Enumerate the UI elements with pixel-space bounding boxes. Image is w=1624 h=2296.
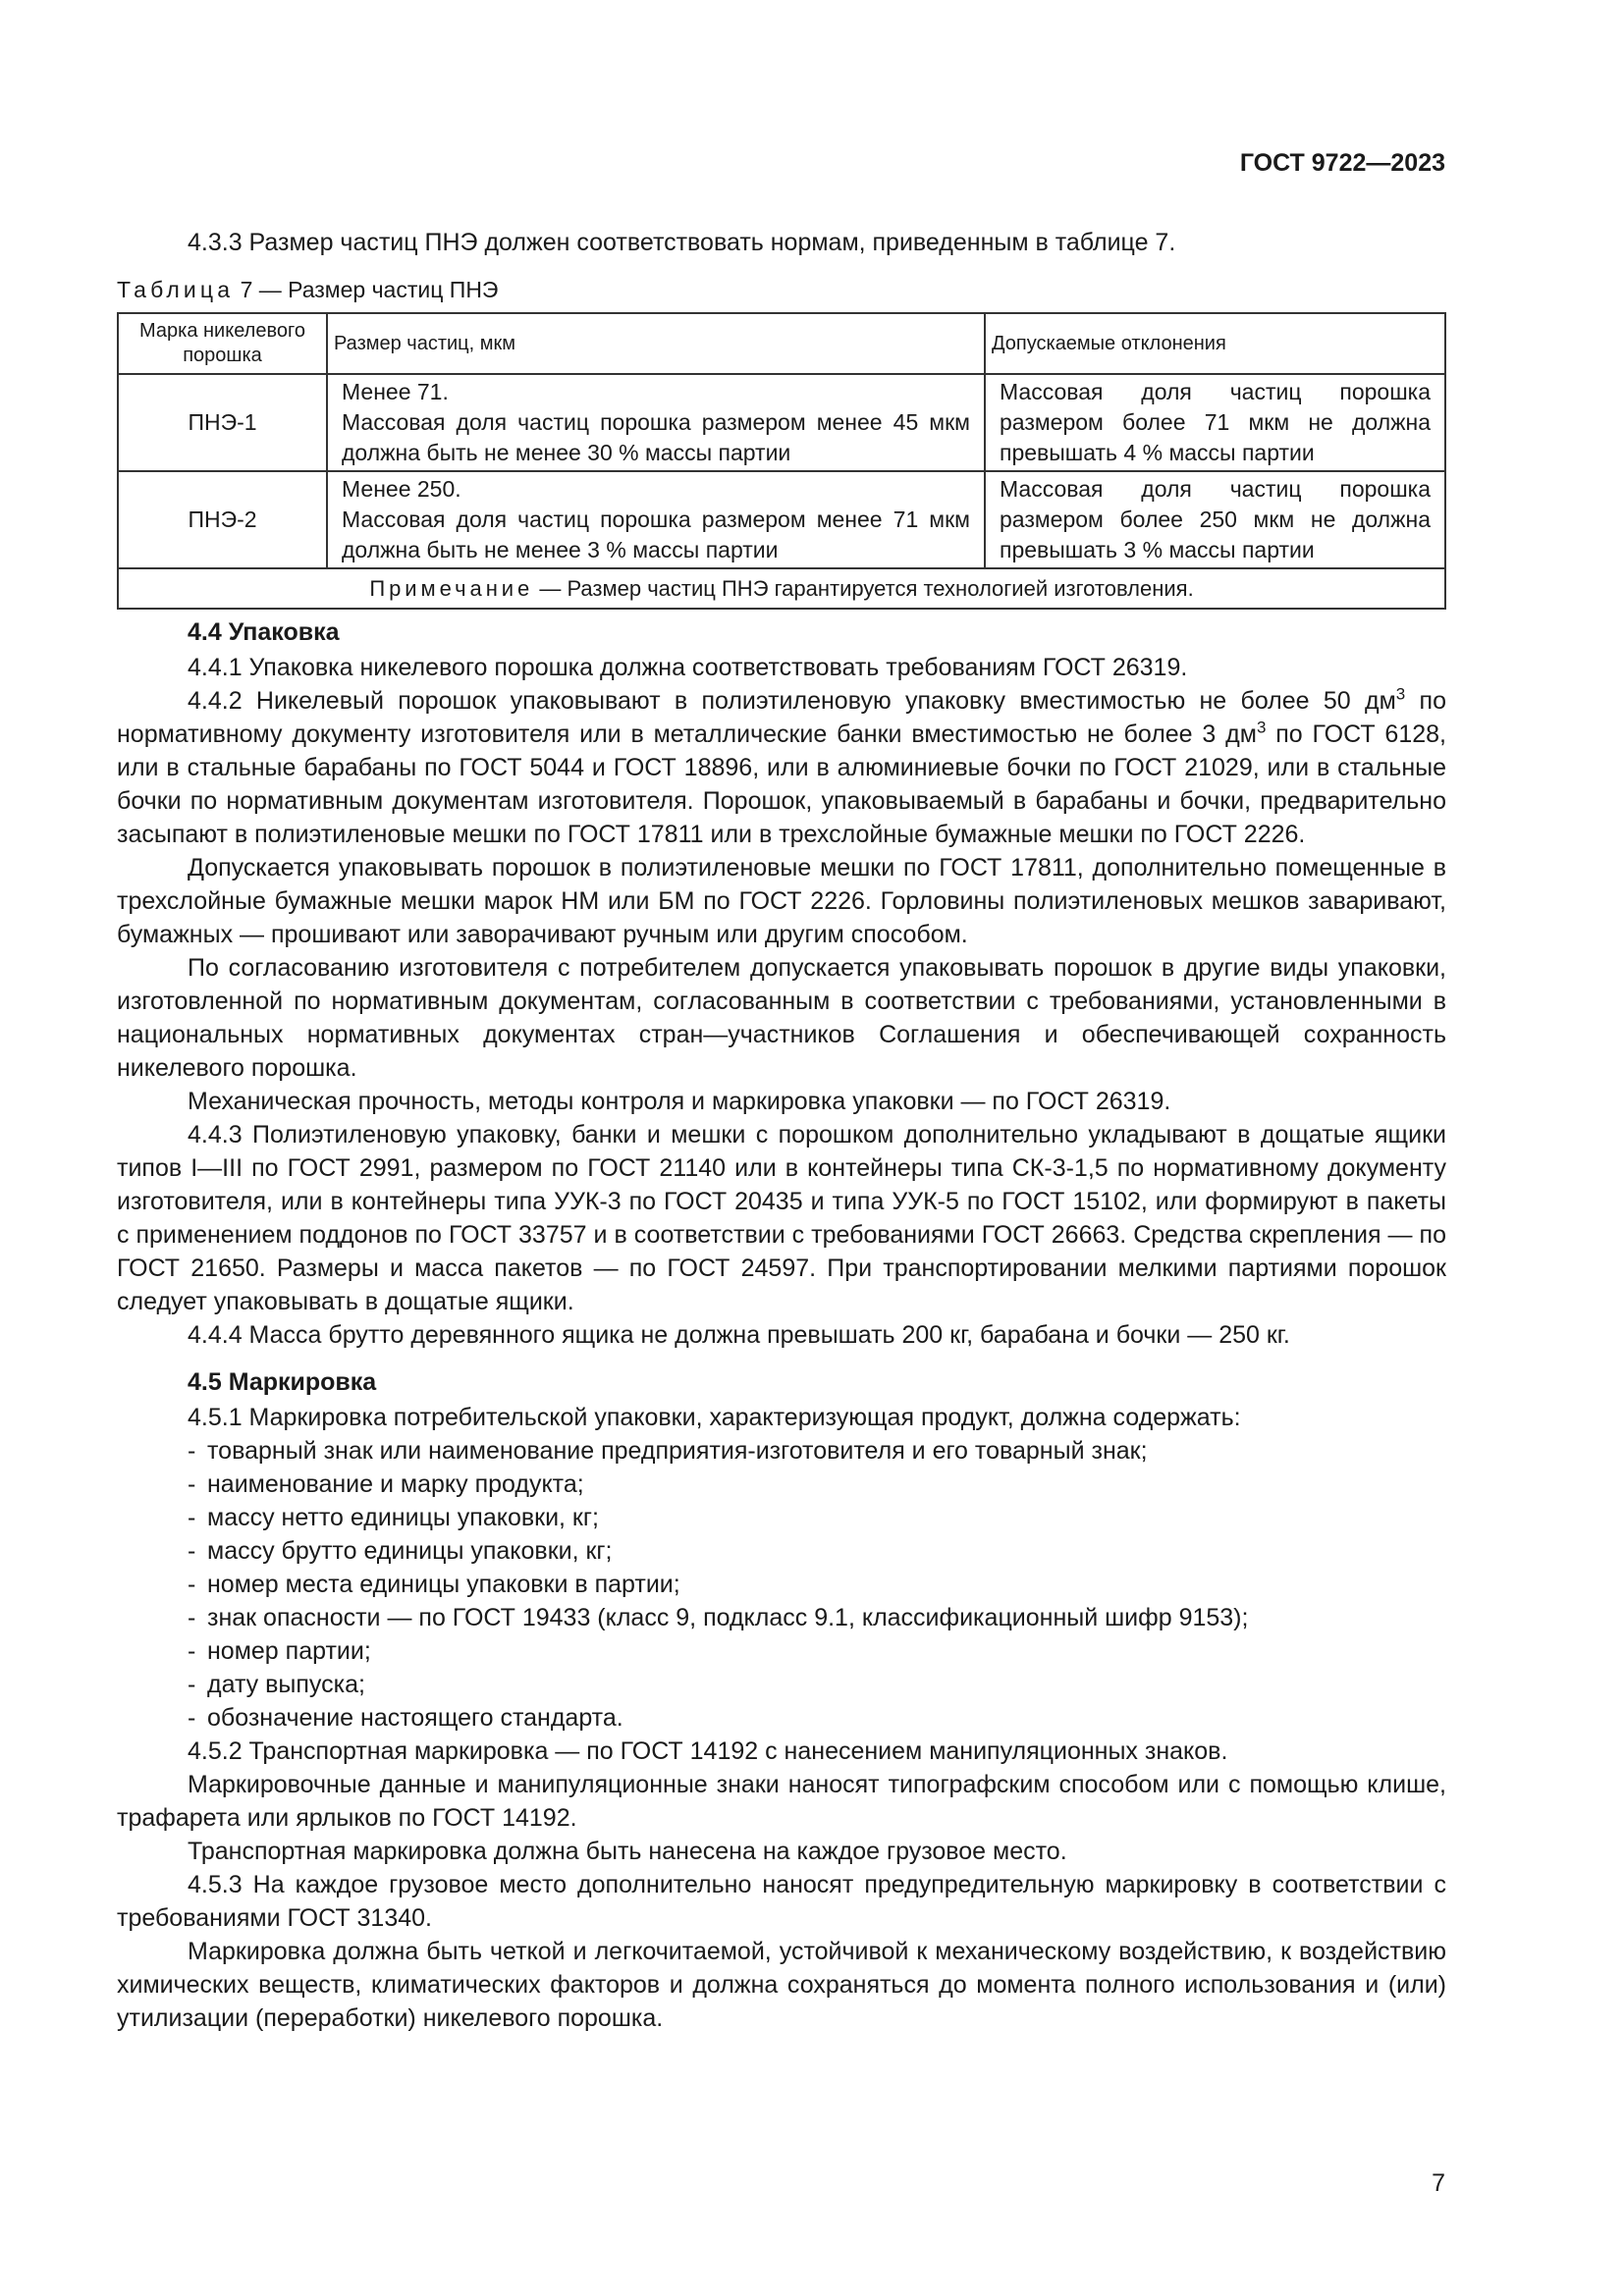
superscript: 3 (1395, 684, 1406, 704)
list-item: - номер партии; (188, 1637, 371, 1665)
list-item-text: знак опасности — по ГОСТ 19433 (класс 9, подкласс 9.1, классификационный шифр 9153); (207, 1604, 1249, 1631)
size-detail: Массовая доля частиц порошка размером менее 45 мкм должна быть не менее 30 % массы партии (342, 409, 970, 465)
cell-deviation: Массовая доля частиц порошка размером более 250 мкм не должна превышать 3 % массы партии (985, 471, 1445, 568)
p442-part-b: по нормативному документу изготовителя или в металлические банки вместимостью не более 3 дм (117, 687, 1446, 748)
paragraph-4-3-3: 4.3.3 Размер частиц ПНЭ должен соответствовать нормам, приведенным в таблице 7. (188, 229, 1176, 256)
table-header-row (118, 313, 1445, 374)
list-item-text: дату выпуска; (207, 1671, 365, 1698)
paragraph-transport-marking: Транспортная маркировка должна быть нанесена на каждое грузовое место. (188, 1838, 1067, 1865)
paragraph-mechanical: Механическая прочность, методы контроля и маркировка упаковки — по ГОСТ 26319. (188, 1088, 1171, 1115)
paragraph-marking-data: Маркировочные данные и манипуляционные знаки наносят типографским способом или с помощью клише, трафарета или ярлыков по ГОСТ 14192. (117, 1771, 1446, 1832)
paragraph-4-5-1: 4.5.1 Маркировка потребительской упаковки, характеризующая продукт, должна содержать: (188, 1404, 1241, 1431)
table-row (118, 374, 1445, 471)
paragraph-4-5-3: 4.5.3 На каждое грузовое место дополнительно наносят предупредительную маркировку в соответствии с требованиями ГОСТ 31340. (117, 1871, 1446, 1932)
page-body (117, 226, 1446, 2035)
list-item-text: массу нетто единицы упаковки, кг; (207, 1504, 599, 1531)
note-text: — Размер частиц ПНЭ гарантируется технологией изготовления. (533, 576, 1194, 601)
paragraph-allowed-packing: Допускается упаковывать порошок в полиэтиленовые мешки по ГОСТ 17811, дополнительно помещенные в трехслойные бумажные мешки марок НМ или БМ по ГОСТ 2226. Горловины полиэтиленовых мешков заваривают, бумажных — прошивают или заворачивают ручным или другим способом. (117, 854, 1446, 948)
note-label: Примечание (369, 576, 534, 601)
list-item-text: товарный знак или наименование предприятия-изготовителя и его товарный знак; (207, 1437, 1148, 1465)
p442-part-c: по ГОСТ 6128, или в стальные барабаны по ГОСТ 5044 и ГОСТ 18896, или в алюминиевые бочки по ГОСТ 21029, или в стальные бочки по нормативным документам изготовителя. Порошок, упаковываемый в барабаны и бочки, предварительно засыпают в полиэтиленовые мешки по ГОСТ 17811 или в трехслойные бумажные мешки по ГОСТ 2226. (117, 721, 1446, 848)
cell-size (327, 471, 985, 568)
paragraph-4-5-2: 4.5.2 Транспортная маркировка — по ГОСТ 14192 с нанесением манипуляционных знаков. (188, 1737, 1228, 1765)
cell-grade: ПНЭ-2 (118, 471, 327, 568)
list-item-text: номер партии; (207, 1637, 371, 1665)
table-note-row (118, 568, 1445, 609)
paragraph-4-4-1: 4.4.1 Упаковка никелевого порошка должна соответствовать требованиям ГОСТ 26319. (188, 654, 1188, 681)
list-item: - массу нетто единицы упаковки, кг; (188, 1504, 599, 1531)
cell-size (327, 374, 985, 471)
list-item: - обозначение настоящего стандарта. (188, 1704, 623, 1732)
list-item: - наименование и марку продукта; (188, 1470, 584, 1498)
paragraph-4-4-2 (117, 684, 1446, 851)
document-id: ГОСТ 9722—2023 (1239, 149, 1445, 177)
section-heading-4-4: 4.4 Упаковка (188, 618, 340, 646)
table-caption-text: 7 — Размер частиц ПНЭ (240, 277, 499, 302)
table-note (118, 568, 1445, 609)
cell-deviation: Массовая доля частиц порошка размером более 71 мкм не должна превышать 4 % массы партии (985, 374, 1445, 471)
size-limit: Менее 250. (342, 476, 461, 502)
section-heading-4-5: 4.5 Маркировка (188, 1368, 377, 1396)
paragraph-agreement: По согласованию изготовителя с потребителем допускается упаковывать порошок в другие виды упаковки, изготовленной по нормативным документам, согласованным в соответствии с требованиями, установленными в национальных нормативных документах стран—участников Соглашения и обеспечивающей сохранность никелевого порошка. (117, 954, 1446, 1082)
superscript: 3 (1256, 718, 1267, 737)
page-number: 7 (1432, 2169, 1445, 2197)
table-caption (117, 273, 1446, 306)
list-item-text: номер места единицы упаковки в партии; (207, 1571, 680, 1598)
table-row (118, 471, 1445, 568)
paragraph-marking-clarity: Маркировка должна быть четкой и легкочитаемой, устойчивой к механическому воздействию, к воздействию химических веществ, климатических факторов и должна сохраняться до момента полного использования и (или) утилизации (переработки) никелевого порошка. (117, 1938, 1446, 2032)
list-item: - дату выпуска; (188, 1671, 365, 1698)
list-item: - массу брутто единицы упаковки, кг; (188, 1537, 613, 1565)
paragraph-4-4-3: 4.4.3 Полиэтиленовую упаковку, банки и мешки с порошком дополнительно укладывают в дощатые ящики типов I—III по ГОСТ 2991, размером по ГОСТ 21140 или в контейнеры типа СК-3-1,5 по нормативному документу изготовителя, или в контейнеры типа УУК-3 по ГОСТ 20435 и типа УУК-5 по ГОСТ 15102, или формируют в пакеты с применением поддонов по ГОСТ 33757 и в соответствии с требованиями ГОСТ 26663. Средства скрепления — по ГОСТ 21650. Размеры и масса пакетов — по ГОСТ 24597. При транспортировании мелкими партиями порошок следует упаковывать в дощатые ящики. (117, 1121, 1446, 1315)
list-item: - номер места единицы упаковки в партии; (188, 1571, 680, 1598)
size-detail: Массовая доля частиц порошка размером менее 71 мкм должна быть не менее 3 % массы партии (342, 507, 970, 562)
list-item-text: наименование и марку продукта; (207, 1470, 584, 1498)
paragraph-4-4-4: 4.4.4 Масса брутто деревянного ящика не должна превышать 200 кг, барабана и бочки — 250 кг. (188, 1321, 1290, 1349)
list-item-text: обозначение настоящего стандарта. (207, 1704, 623, 1732)
particle-size-table (117, 312, 1446, 610)
size-limit: Менее 71. (342, 379, 449, 404)
list-item: - знак опасности — по ГОСТ 19433 (класс 9, подкласс 9.1, классификационный шифр 9153); (188, 1604, 1249, 1631)
list-item-text: массу брутто единицы упаковки, кг; (207, 1537, 613, 1565)
marking-list (117, 1434, 1446, 1735)
list-item: - товарный знак или наименование предприятия-изготовителя и его товарный знак; (188, 1437, 1148, 1465)
header-size: Размер частиц, мкм (327, 313, 985, 374)
header-grade: Марка никелевого порошка (118, 313, 327, 374)
cell-grade: ПНЭ-1 (118, 374, 327, 471)
table-caption-label: Таблица (117, 277, 235, 302)
header-deviation: Допускаемые отклонения (985, 313, 1445, 374)
p442-part-a: 4.4.2 Никелевый порошок упаковывают в полиэтиленовую упаковку вместимостью не более 50 дм (188, 687, 1396, 715)
